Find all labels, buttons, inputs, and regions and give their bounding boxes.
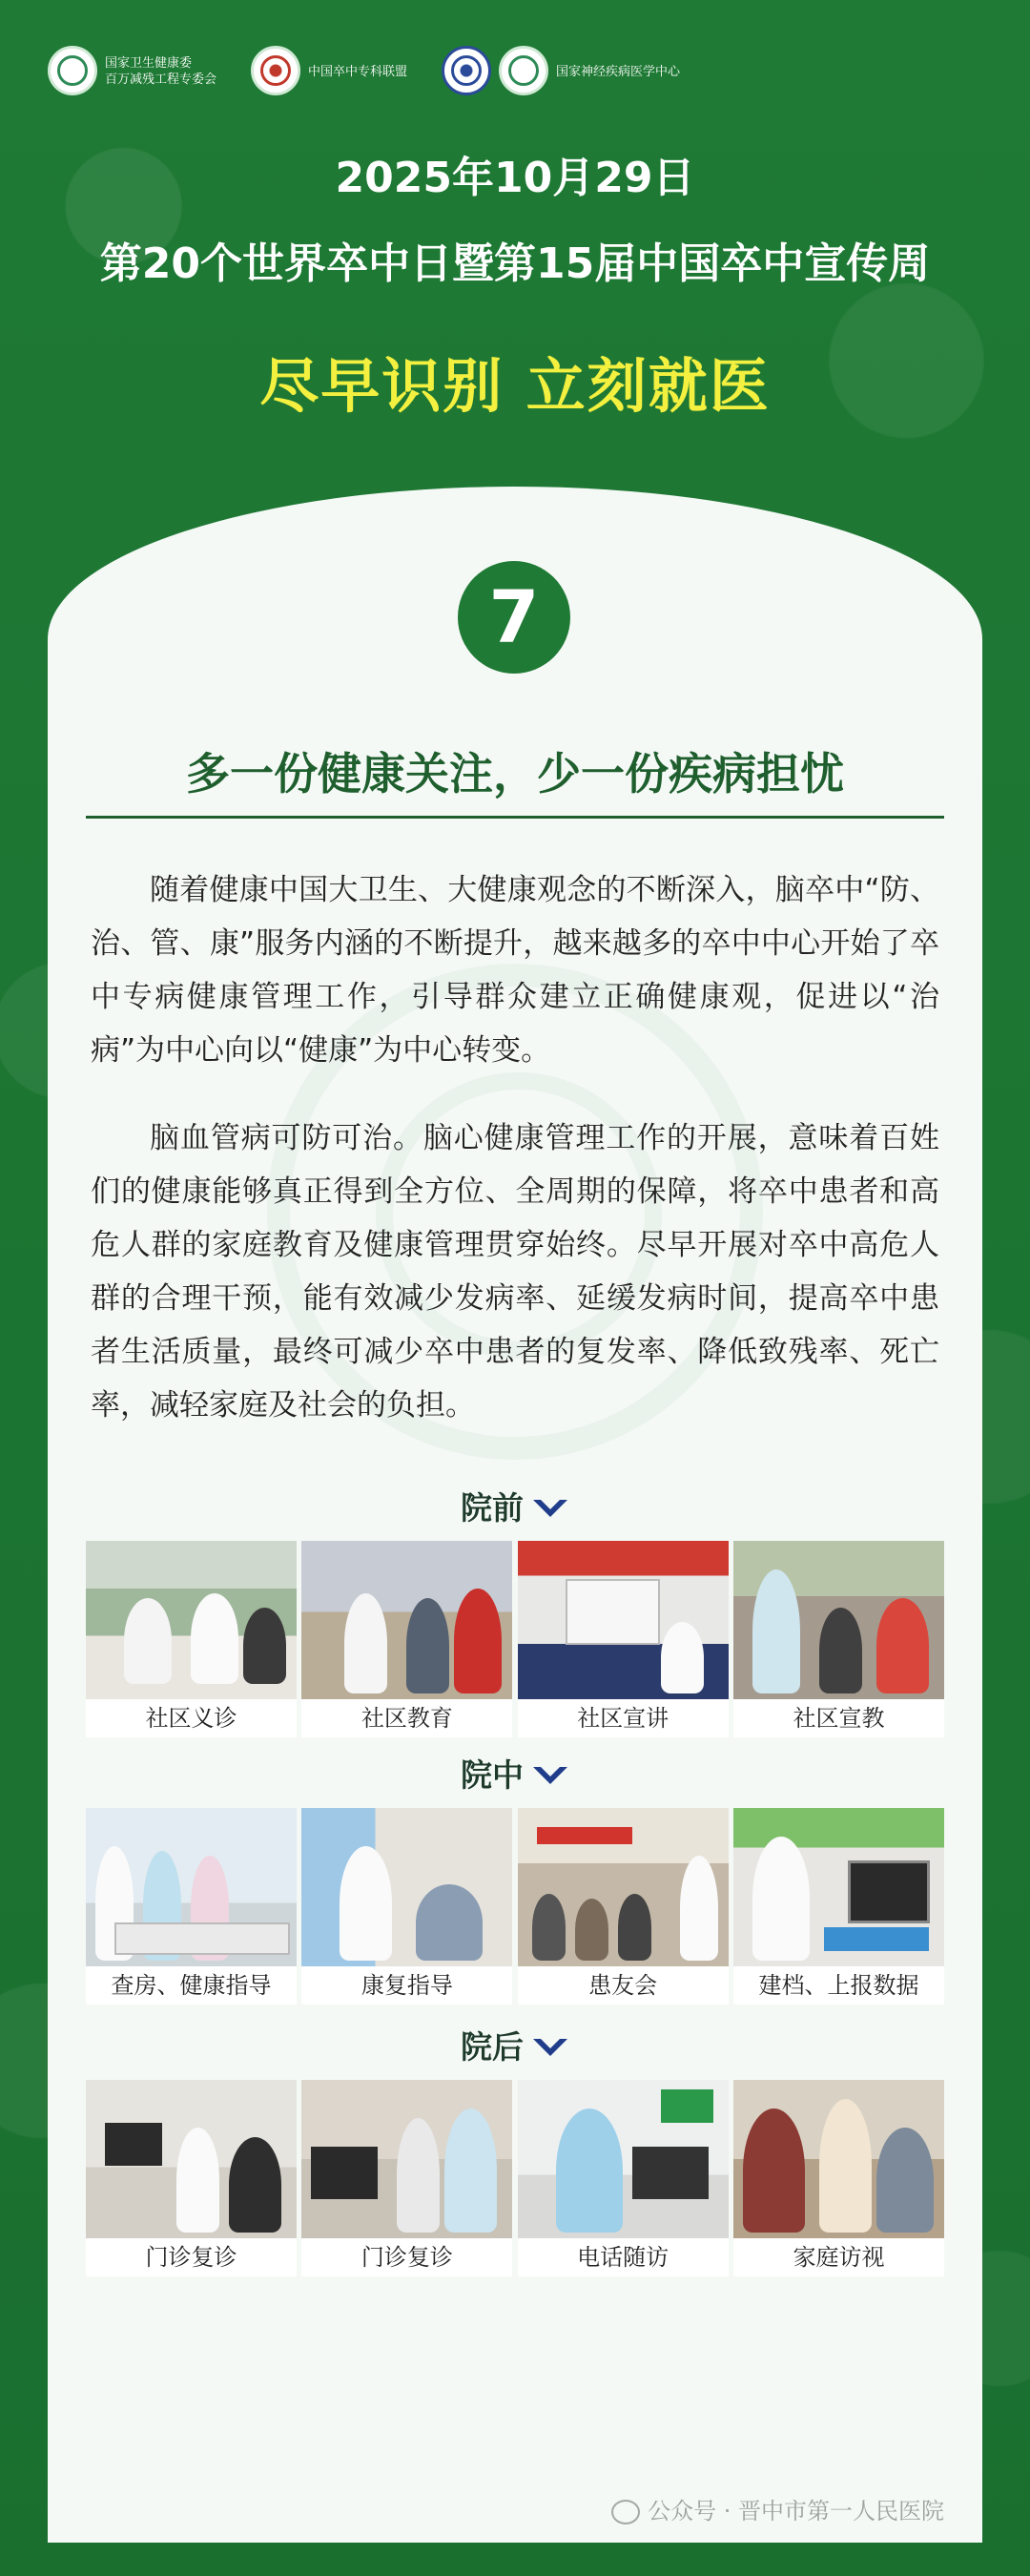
slogan: 尽早识别 立刻就医 bbox=[259, 351, 771, 421]
content-card bbox=[48, 487, 982, 2543]
photo-caption: 查房、健康指导 bbox=[111, 1972, 272, 1999]
event-date: 2025年10月29日 bbox=[335, 154, 695, 202]
nhc-emblem-icon bbox=[48, 46, 97, 95]
logo-neuro-center bbox=[442, 46, 680, 95]
photo-tile bbox=[301, 2080, 512, 2276]
photo-caption: 社区教育 bbox=[360, 1705, 453, 1732]
section-title-post-hospital bbox=[48, 2023, 982, 2067]
photo-tile bbox=[733, 1808, 944, 2005]
photo-image bbox=[733, 1541, 944, 1699]
wechat-icon bbox=[611, 2500, 640, 2524]
photo-tile bbox=[86, 1808, 297, 2005]
photo-caption: 门诊复诊 bbox=[360, 2244, 453, 2271]
photo-caption: 建档、上报数据 bbox=[758, 1972, 919, 1999]
section-title-label: 院前 bbox=[461, 1489, 524, 1527]
photo-tile bbox=[86, 1541, 297, 1737]
photo-caption: 社区义诊 bbox=[145, 1705, 237, 1732]
card-heading: 多一份健康关注，少一份疾病担忧 bbox=[186, 748, 844, 800]
photo-image bbox=[301, 1541, 512, 1699]
photo-caption: 电话随访 bbox=[577, 2244, 670, 2271]
photo-tile bbox=[733, 2080, 944, 2276]
neuro-center-emblem-icon bbox=[442, 46, 491, 95]
paragraph-2: 脑血管病可防可治。脑心健康管理工作的开展，意味着百姓们的健康能够真正得到全方位、全周期的保障，将卒中患者和高危人群的家庭教育及健康管理贯穿始终。尽早开展对卒中高危人群的合理干预，能有效减少发病率、延缓发病时间，提高卒中患者生活质量，最终可减少卒中患者的复发率、降低致残率、死亡率，减轻家庭及社会的负担。 bbox=[91, 1121, 939, 1423]
photo-image bbox=[733, 1808, 944, 1966]
photo-image bbox=[86, 2080, 297, 2238]
chevron-down-icon bbox=[531, 1758, 569, 1796]
logo-stroke-alliance-text: 中国卒中专科联盟 bbox=[308, 63, 408, 78]
photo-tile bbox=[518, 1541, 729, 1737]
photo-image bbox=[86, 1541, 297, 1699]
photo-grid-in-hospital bbox=[86, 1808, 944, 2005]
logo-nhc-line1: 国家卫生健康委 bbox=[105, 55, 193, 70]
photo-tile bbox=[518, 1808, 729, 2005]
neuro-center-mark-icon bbox=[499, 46, 548, 95]
photo-grid-post-hospital bbox=[86, 2080, 944, 2276]
section-title-label: 院中 bbox=[461, 1756, 524, 1794]
photo-caption: 家庭访视 bbox=[793, 2244, 885, 2271]
photo-tile bbox=[301, 1541, 512, 1737]
photo-caption: 康复指导 bbox=[360, 1972, 453, 1999]
footer-watermark bbox=[611, 2492, 944, 2525]
chevron-down-icon bbox=[531, 2030, 569, 2067]
section-title-pre-hospital bbox=[48, 1484, 982, 1528]
logo-stroke-alliance bbox=[251, 46, 407, 95]
event-subtitle: 第20个世界卒中日暨第15届中国卒中宣传周 bbox=[99, 239, 931, 288]
photo-caption: 门诊复诊 bbox=[145, 2244, 237, 2271]
logo-bar bbox=[48, 42, 982, 99]
chevron-down-icon bbox=[531, 1491, 569, 1528]
photo-tile bbox=[301, 1808, 512, 2005]
photo-tile bbox=[733, 1541, 944, 1737]
photo-image bbox=[301, 1808, 512, 1966]
photo-caption: 社区宣讲 bbox=[577, 1705, 670, 1732]
photo-image bbox=[518, 2080, 729, 2238]
logo-nhc-line2: 百万减残工程专委会 bbox=[105, 72, 217, 86]
section-title-label: 院后 bbox=[461, 2028, 524, 2066]
logo-nhc bbox=[48, 46, 216, 95]
photo-image bbox=[733, 2080, 944, 2238]
photo-tile bbox=[86, 2080, 297, 2276]
photo-grid-pre-hospital bbox=[86, 1541, 944, 1737]
photo-caption: 社区宣教 bbox=[793, 1705, 885, 1732]
item-number-badge: 7 bbox=[458, 561, 570, 674]
photo-caption: 患友会 bbox=[588, 1972, 658, 1999]
paragraph-1: 随着健康中国大卫生、大健康观念的不断深入，脑卒中“防、治、管、康”服务内涵的不断提升，越来越多的卒中中心开始了卒中专病健康管理工作，引导群众建立正确健康观，促进以“治病”为中心向以“健康”为中心转变。 bbox=[91, 873, 939, 1068]
photo-tile bbox=[518, 2080, 729, 2276]
photo-image bbox=[518, 1808, 729, 1966]
heading-divider bbox=[86, 816, 944, 819]
logo-neuro-center-text: 国家神经疾病医学中心 bbox=[556, 63, 681, 78]
photo-image bbox=[518, 1541, 729, 1699]
photo-image bbox=[301, 2080, 512, 2238]
stroke-alliance-emblem-icon bbox=[251, 46, 300, 95]
photo-image bbox=[86, 1808, 297, 1966]
section-title-in-hospital bbox=[48, 1751, 982, 1796]
footer-text: 公众号 · 晋中市第一人民医院 bbox=[648, 2498, 944, 2524]
